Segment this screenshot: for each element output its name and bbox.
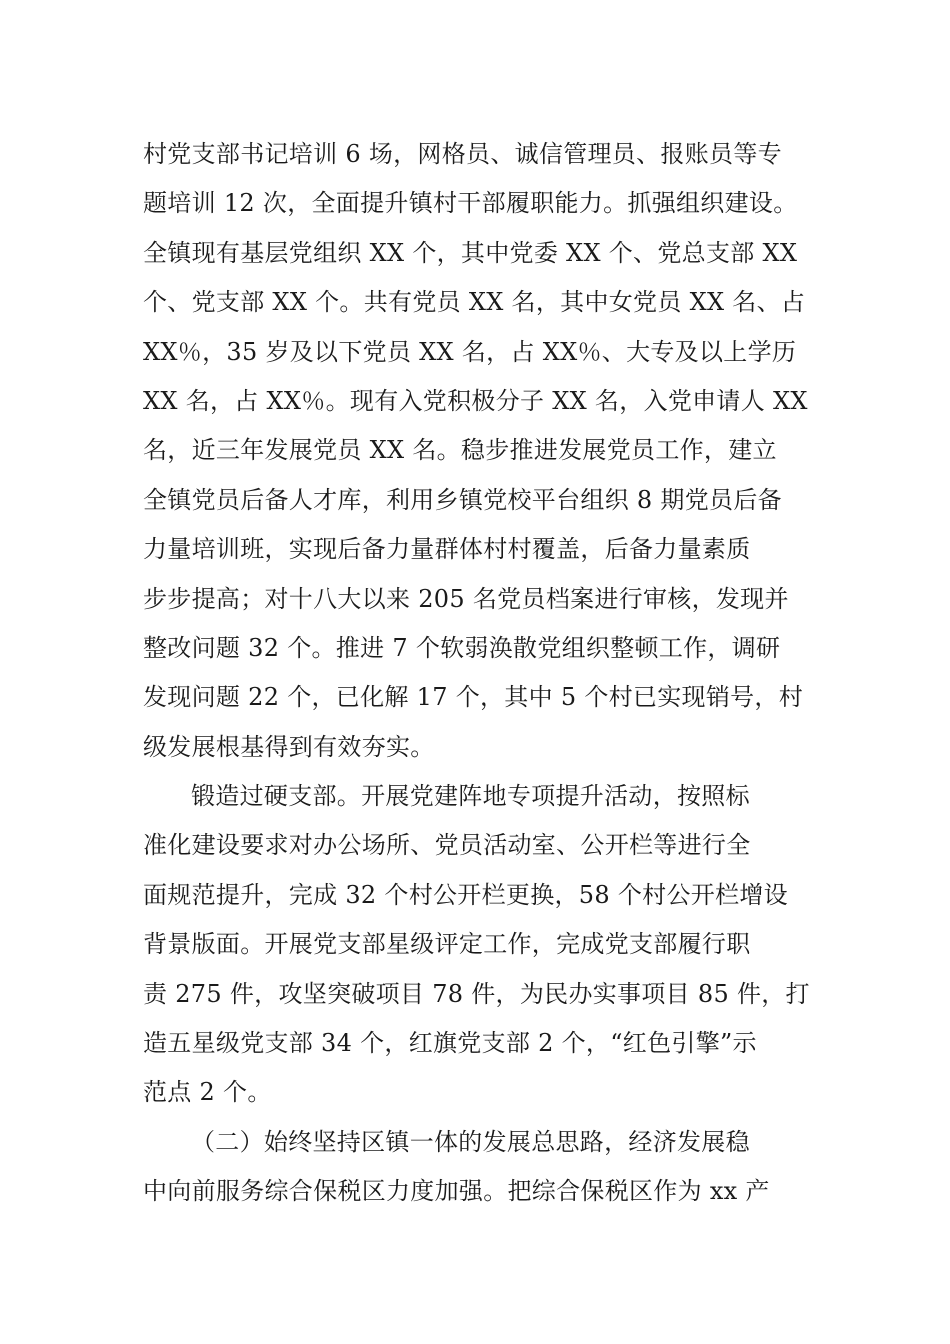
text-line: 力量培训班，实现后备力量群体村村覆盖，后备力量素质 bbox=[143, 535, 751, 564]
text-line: 造五星级党支部 34 个，红旗党支部 2 个，“红色引擎”示 bbox=[143, 1029, 757, 1058]
text-line: 准化建设要求对办公场所、党员活动室、公开栏等进行全 bbox=[143, 831, 751, 860]
text-line: 名，近三年发展党员 XX 名。稳步推进发展党员工作，建立 bbox=[143, 436, 777, 465]
text-line: 中向前服务综合保税区力度加强。把综合保税区作为 xx 产 bbox=[143, 1177, 770, 1206]
text-line: 个、党支部 XX 个。共有党员 XX 名，其中女党员 XX 名、占 bbox=[143, 288, 806, 317]
text-line: 责 275 件，攻坚突破项目 78 件，为民办实事项目 85 件，打 bbox=[143, 979, 810, 1008]
text-line: XX％，35 岁及以下党员 XX 名，占 XX％、大专及以上学历 bbox=[143, 337, 797, 366]
text-line: 级发展根基得到有效夯实。 bbox=[143, 732, 435, 761]
text-line: 背景版面。开展党支部星级评定工作，完成党支部履行职 bbox=[143, 930, 751, 959]
text-line: 全镇现有基层党组织 XX 个，其中党委 XX 个、党总支部 XX bbox=[143, 238, 798, 267]
text-line: 全镇党员后备人才库，利用乡镇党校平台组织 8 期党员后备 bbox=[143, 485, 782, 514]
text-line: 面规范提升，完成 32 个村公开栏更换，58 个村公开栏增设 bbox=[143, 880, 788, 909]
paragraph-start-line: 锻造过硬支部。开展党建阵地专项提升活动，按照标 bbox=[191, 782, 750, 811]
text-line: XX 名，占 XX％。现有入党积极分子 XX 名，入党申请人 XX bbox=[143, 386, 808, 415]
text-line: 范点 2 个。 bbox=[143, 1078, 272, 1107]
text-line: 整改问题 32 个。推进 7 个软弱涣散党组织整顿工作，调研 bbox=[143, 633, 781, 662]
text-line: 步步提高；对十八大以来 205 名党员档案进行审核，发现并 bbox=[143, 584, 789, 613]
text-line: 题培训 12 次，全面提升镇村干部履职能力。抓强组织建设。 bbox=[143, 189, 798, 218]
text-line: 村党支部书记培训 6 场，网格员、诚信管理员、报账员等专 bbox=[143, 140, 782, 168]
text-line: 发现问题 22 个，已化解 17 个，其中 5 个村已实现销号，村 bbox=[143, 683, 804, 712]
section-heading-line: （二）始终坚持区镇一体的发展总思路，经济发展稳 bbox=[191, 1127, 750, 1156]
body-text bbox=[143, 130, 813, 1217]
